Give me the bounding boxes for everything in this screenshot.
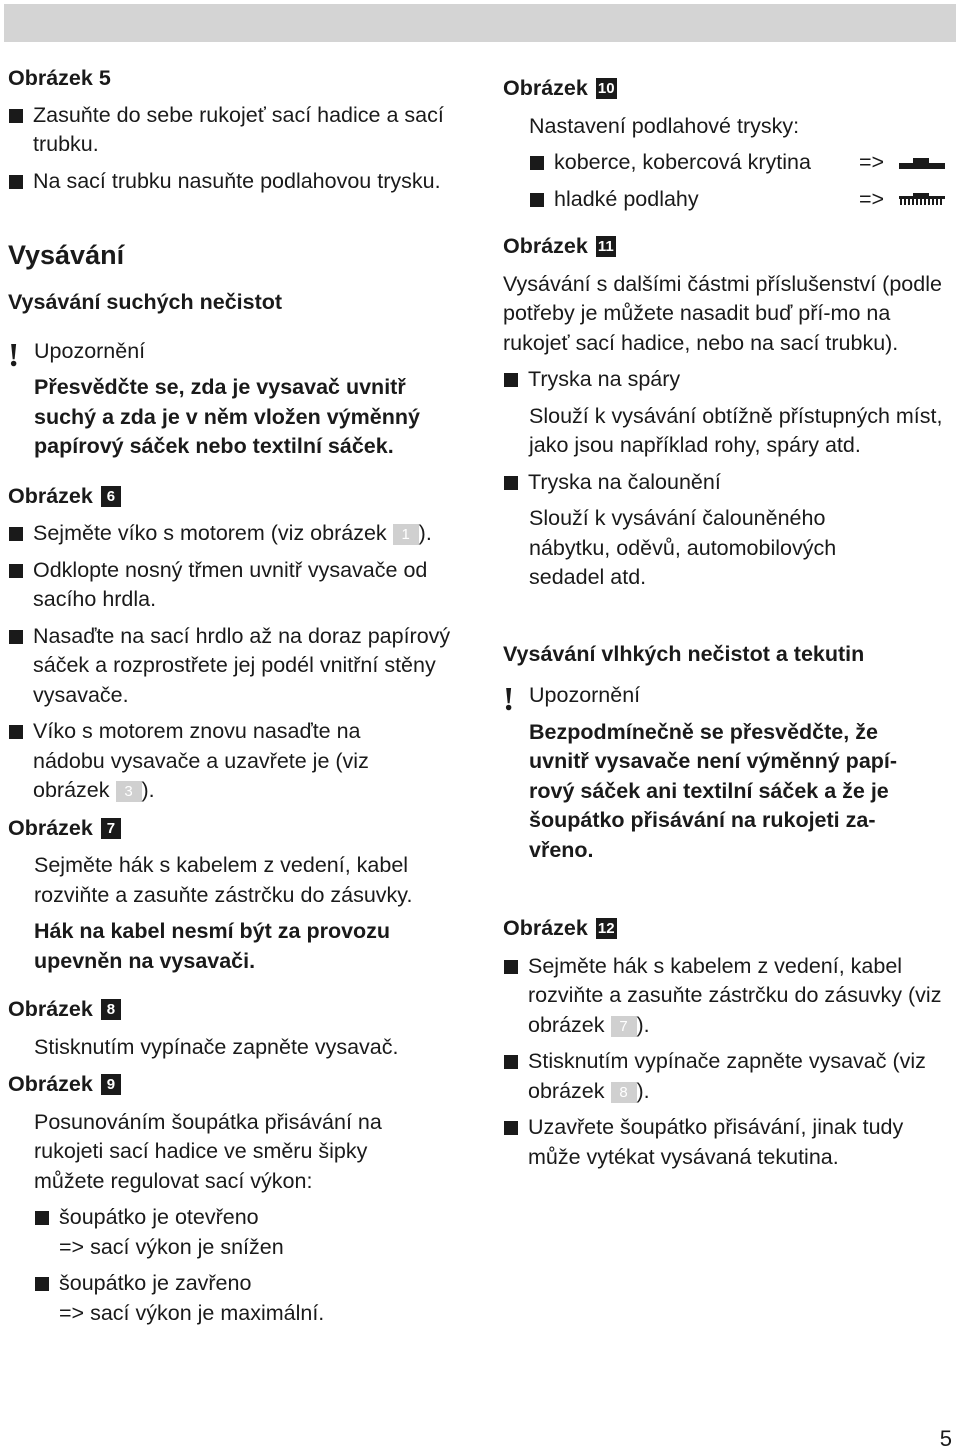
list-item: Víko s motorem znovu nasaďte na nádobu vysavače a uzavřete je (viz obrázek 3 ). — [8, 717, 433, 806]
list-item: šoupátko je zavřeno => sací výkon je maximální. — [34, 1269, 478, 1328]
list-item-hard-floor: hladké podlahy => — [529, 185, 945, 215]
paragraph: Vysávání s dalšími částmi příslušenství (podle potřeby je můžete nasadit buď pří-mo na rukojeť sací hadice, nebo na sací trubku). — [503, 271, 942, 355]
paragraph: Stisknutím vypínače zapněte vysavač. — [34, 1034, 399, 1059]
paragraph: Nastavení podlahové trysky: — [529, 113, 800, 138]
figure-number-badge: 10 — [597, 80, 615, 98]
figure-8-heading — [8, 995, 478, 1025]
list-item: Uzavřete šoupátko přisávání, jinak tudy může vytékat vysávaná tekutina. — [503, 1113, 958, 1172]
figure-reference-badge: 3 — [116, 781, 142, 802]
sublist — [8, 1203, 478, 1328]
subsection-title: Vysávání suchých nečistot — [8, 290, 283, 314]
carpet-setting-icon — [899, 155, 945, 171]
figure-number-badge: 6 — [101, 486, 121, 507]
list-item-title: Tryska na čalounění — [503, 468, 955, 498]
figure-label: Obrázek — [8, 1072, 93, 1096]
section-title: Vysávání — [8, 240, 125, 270]
figure-reference-badge: 7 — [611, 1016, 637, 1037]
warning-block — [503, 681, 955, 865]
list-item: Sejměte víko s motorem (viz obrázek 1 ). — [8, 519, 478, 549]
list-item-title: Tryska na spáry — [503, 365, 955, 395]
warning-block — [8, 337, 478, 462]
figure-number-badge: 9 — [101, 1074, 121, 1095]
figure-5-heading: Obrázek 5 — [8, 66, 111, 90]
figure-6-heading — [8, 482, 478, 512]
exclamation-icon: ! — [503, 681, 515, 718]
figure-label: Obrázek — [503, 234, 588, 258]
figure-9-heading — [8, 1070, 478, 1100]
page-number: 5 — [939, 1426, 952, 1451]
figure-label: Obrázek — [8, 815, 93, 840]
figure-number-badge: 12 — [597, 920, 615, 938]
list-item: Odklopte nosný třmen uvnitř vysavače od sacího hrdla. — [8, 556, 463, 615]
header-bar — [4, 4, 956, 42]
figure-label: Obrázek — [8, 483, 93, 508]
warning-text: Bezpodmínečně se přesvědčte, že uvnitř vysavače není výměnný papí-rový sáček ani textilní sáček a že je šoupátko přisávání na rukojeti za-vřeno. — [529, 719, 898, 862]
figure-12-heading — [503, 914, 955, 944]
figure-number-badge: 8 — [101, 999, 121, 1020]
figure-reference-badge: 8 — [611, 1082, 637, 1103]
list-item: Sejměte hák s kabelem z vedení, kabel rozviňte a zasuňte zástrčku do zásuvky (viz obrázek 7 ). — [503, 952, 958, 1041]
arrow-text: => — [859, 186, 885, 211]
figure-10-heading — [503, 74, 955, 104]
list-item: Nasaďte na sací hrdlo až na doraz papírový sáček a rozprostřete jej podél vnitřní stěny vysavače. — [8, 622, 463, 711]
paragraph: Slouží k vysávání čalouněného nábytku, oděvů, automobilových sedadel atd. — [529, 506, 837, 589]
list-item-carpet: koberce, kobercová krytina => — [529, 148, 945, 178]
subsection-title: Vysávání vlhkých nečistot a tekutin — [503, 641, 865, 666]
left-column — [8, 64, 478, 1328]
list-item: šoupátko je otevřeno => sací výkon je snížen — [34, 1203, 478, 1262]
figure-number-badge: 7 — [101, 818, 121, 839]
figure-label: Obrázek — [503, 916, 588, 940]
list-item: Zasuňte do sebe rukojeť sací hadice a sací trubku. — [8, 101, 453, 160]
warning-text: Přesvědčte se, zda je vysavač uvnitř suchý a zda je v něm vložen výměnný papírový sáček nebo textilní sáček. — [34, 375, 420, 458]
figure-11-heading — [503, 232, 955, 262]
setting-list — [503, 148, 945, 214]
hard-floor-setting-icon — [899, 191, 945, 207]
paragraph: Sejměte hák s kabelem z vedení, kabel rozviňte a zasuňte zástrčku do zásuvky. — [34, 853, 413, 907]
figure-7-heading — [8, 814, 478, 844]
bold-note: Hák na kabel nesmí být za provozu upevněn na vysavači. — [34, 919, 391, 973]
figure-reference-badge: 1 — [393, 524, 419, 545]
list-item: Stisknutím vypínače zapněte vysavač (viz obrázek 8 ). — [503, 1047, 948, 1106]
paragraph: Slouží k vysávání obtížně přístupných míst, jako jsou například rohy, spáry atd. — [529, 403, 943, 457]
figure-label: Obrázek — [8, 997, 93, 1021]
list-item: Na sací trubku nasuňte podlahovou trysku. — [8, 167, 453, 197]
arrow-text: => — [859, 150, 885, 174]
exclamation-icon: ! — [8, 336, 20, 374]
warning-title: Upozornění — [34, 338, 146, 363]
figure-number-badge: 11 — [596, 236, 616, 257]
paragraph: Posunováním šoupátka přisávání na rukojeti sací hadice ve směru šipky můžete regulovat sací výkon: — [34, 1109, 382, 1193]
right-column — [503, 64, 955, 1172]
figure-label: Obrázek — [503, 76, 588, 100]
warning-title: Upozornění — [529, 683, 641, 707]
